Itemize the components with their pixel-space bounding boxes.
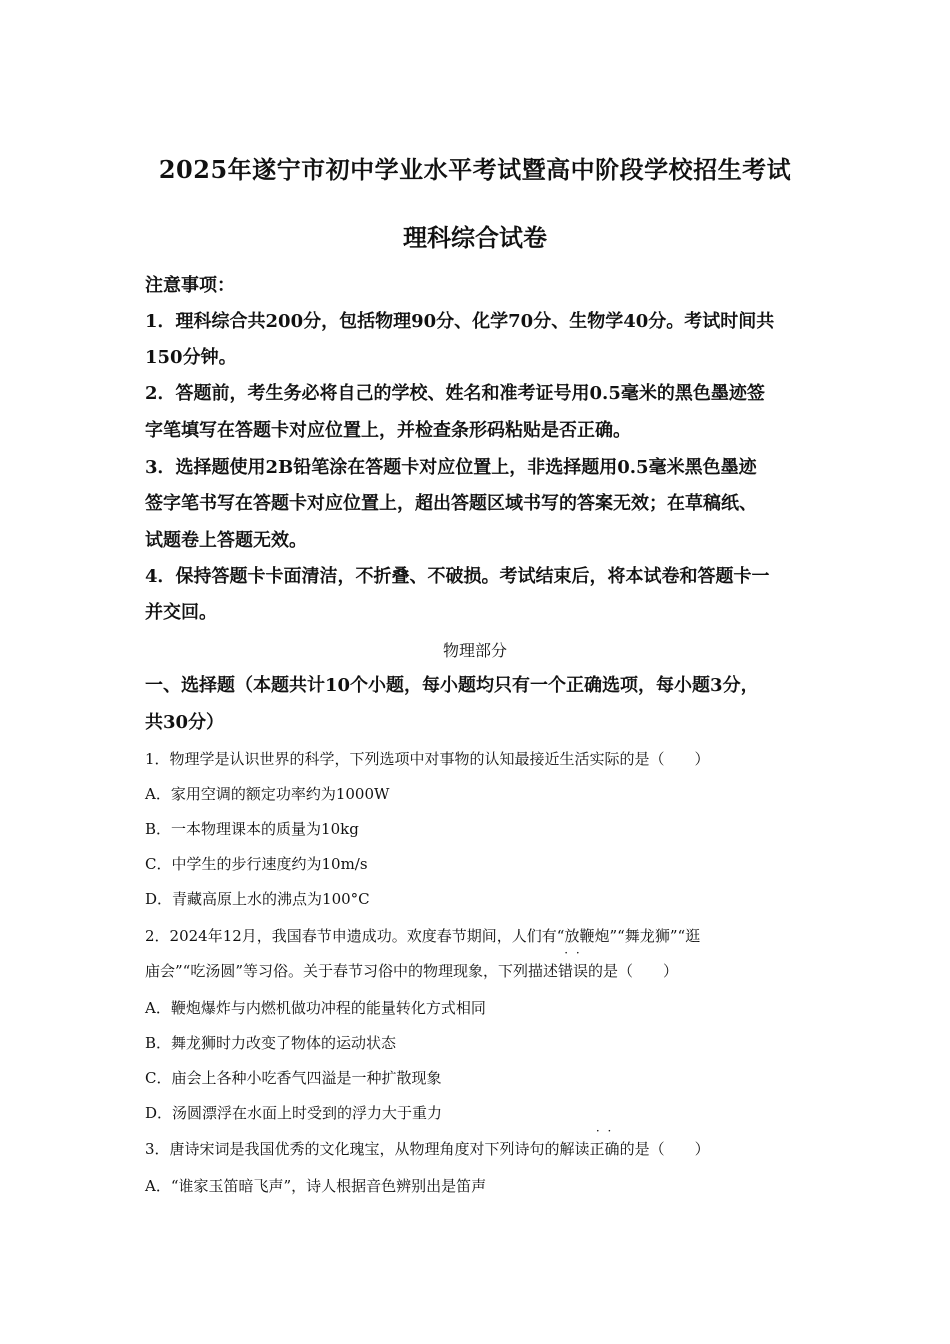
question-2-stem-cont xyxy=(145,960,810,982)
question-2-option: D．汤圆漂浮在水面上时受到的浮力大于重力 xyxy=(145,1104,443,1122)
note-line: 并交回。 xyxy=(145,602,217,623)
question-1-stem: 1．物理学是认识世界的科学，下列选项中对事物的认知最接近生活实际的是（ ） xyxy=(145,750,710,768)
section-title: 物理部分 xyxy=(442,641,507,660)
note-line: 150分钟。 xyxy=(145,347,237,368)
note-line: 字笔填写在答题卡对应位置上，并检查条形码粘贴是否正确。 xyxy=(145,420,631,441)
question-2-stem: 2．2024年12月，我国春节申遗成功。欢度春节期间，人们有“放鞭炮”“舞龙狮”“逛 xyxy=(145,927,701,945)
question-2-option: B．舞龙狮时力改变了物体的运动状态 xyxy=(145,1034,397,1052)
emphasized-word: 错误 · · xyxy=(558,960,588,982)
question-1-option: A．家用空调的额定功率约为1000W xyxy=(145,785,390,803)
note-line: 2．答题前，考生务必将自己的学校、姓名和准考证号用0.5毫米的黑色墨迹签 xyxy=(145,383,765,404)
notes-heading: 注意事项： xyxy=(145,275,235,296)
emphasized-word: 正确 · · xyxy=(590,1138,620,1160)
question-1-option: C．中学生的步行速度约为10m/s xyxy=(145,855,368,873)
note-line: 签字笔书写在答题卡对应位置上，超出答题区域书写的答案无效；在草稿纸、 xyxy=(145,493,757,514)
exam-subtitle: 理科综合试卷 xyxy=(403,223,547,252)
question-3-stem xyxy=(145,1138,810,1160)
stem-text: 的是（ ） xyxy=(588,962,679,980)
stem-text: 庙会”“吃汤圆”等习俗。关于春节习俗中的物理现象，下列描述 xyxy=(145,962,559,980)
stem-text: 的是（ ） xyxy=(619,1140,710,1158)
question-1-option: D．青藏高原上水的沸点为100°C xyxy=(145,890,370,908)
note-line: 试题卷上答题无效。 xyxy=(145,530,307,551)
stem-text: 3．唐诗宋词是我国优秀的文化瑰宝，从物理角度对下列诗句的解读 xyxy=(145,1140,590,1158)
question-3-option: A．“谁家玉笛暗飞声”，诗人根据音色辨别出是笛声 xyxy=(145,1177,487,1195)
note-line: 3．选择题使用2B铅笔涂在答题卡对应位置上，非选择题用0.5毫米黑色墨迹 xyxy=(145,457,757,478)
part-title-cont: 共30分） xyxy=(145,712,225,733)
question-2-option: C．庙会上各种小吃香气四溢是一种扩散现象 xyxy=(145,1069,442,1087)
note-line: 1．理科综合共200分，包括物理90分、化学70分、生物学40分。考试时间共 xyxy=(145,311,775,332)
question-2-option: A．鞭炮爆炸与内燃机做功冲程的能量转化方式相同 xyxy=(145,999,486,1017)
question-1-option: B．一本物理课本的质量为10kg xyxy=(145,820,359,838)
note-line: 4．保持答题卡卡面清洁，不折叠、不破损。考试结束后，将本试卷和答题卡一 xyxy=(145,566,770,587)
part-title: 一、选择题（本题共计10个小题，每小题均只有一个正确选项，每小题3分， xyxy=(145,675,759,696)
exam-title: 2025年遂宁市初中学业水平考试暨高中阶段学校招生考试 xyxy=(158,155,792,184)
